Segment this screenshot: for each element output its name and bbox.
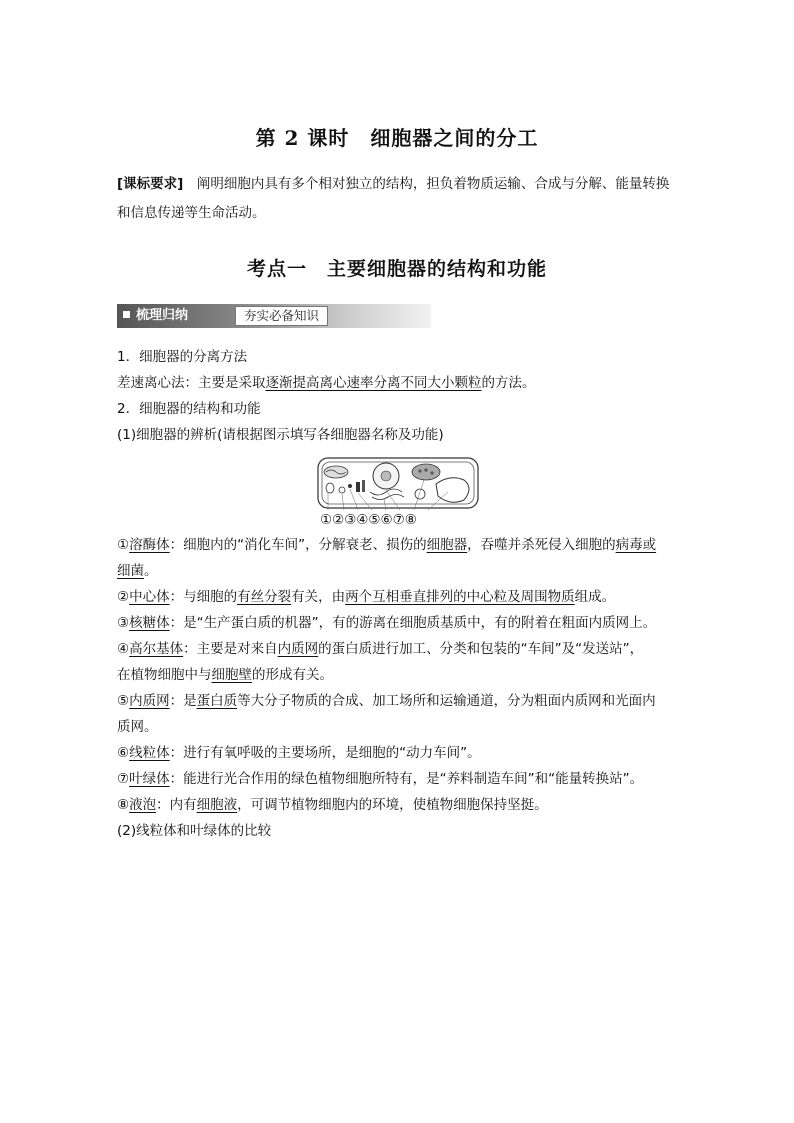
section-title: 考点一 主要细胞器的结构和功能 (246, 258, 547, 280)
organelle-8: ⑧液泡：内有细胞液，可调节植物细胞内的环境，使植物细胞保持坚挺。 (117, 797, 548, 813)
item-2-heading: 2．细胞器的结构和功能 (117, 401, 261, 417)
organelle-5-line-2: 质网。 (117, 719, 158, 735)
banner-dark-label: 梳理归纳 (117, 306, 196, 326)
organelle-1-line-2: 细菌。 (117, 563, 158, 579)
curriculum-requirement (117, 170, 679, 228)
requirement-text: 阐明细胞内具有多个相对独立的结构，担负着物质运输、合成与分解、能量转换和信息传递等生命活动。 (117, 176, 670, 221)
organelle-4-line-2: 在植物细胞中与细胞壁的形成有关。 (117, 667, 333, 683)
content-body (117, 344, 679, 448)
item-2-2-heading: (2)线粒体和叶绿体的比较 (117, 823, 272, 839)
item-1-text: 差速离心法：主要是采取逐渐提高离心速率分离不同大小颗粒的方法。 (117, 375, 536, 391)
section-banner (117, 304, 431, 328)
square-bullet-icon (123, 311, 130, 318)
organelle-3: ③核糖体：是“生产蛋白质的机器”，有的游离在细胞质基质中，有的附着在粗面内质网上。 (117, 615, 657, 631)
organelle-list (117, 532, 679, 844)
figure-labels: ①②③④⑤⑥⑦⑧ (320, 512, 417, 528)
organelle-7: ⑦叶绿体：能进行光合作用的绿色植物细胞所特有，是“养料制造车间”和“能量转换站”。 (117, 771, 644, 787)
cell-diagram-figure (314, 456, 484, 528)
organelle-5-line-1: ⑤内质网：是蛋白质等大分子物质的合成、加工场所和运输通道，分为粗面内质网和光面内 (117, 693, 656, 709)
item-2-1-heading: (1)细胞器的辨析(请根据图示填写各细胞器名称及功能) (117, 427, 444, 443)
item-1-heading: 1．细胞器的分离方法 (117, 349, 248, 365)
organelle-1-line-1: ①溶酶体：细胞内的“消化车间”，分解衰老、损伤的细胞器，吞噬并杀死侵入细胞的病毒或 (117, 537, 657, 553)
page-title: 第 2 课时 细胞器之间的分工 (255, 126, 539, 150)
banner-light-label: 夯实必备知识 (235, 306, 328, 326)
organelle-4-line-1: ④高尔基体：主要是对来自内质网的蛋白质进行加工、分类和包装的“车间”及“发送站”， (117, 641, 644, 657)
requirement-tag: [课标要求] (117, 176, 184, 192)
organelle-6: ⑥线粒体：进行有氧呼吸的主要场所，是细胞的“动力车间”。 (117, 745, 481, 761)
organelle-2: ②中心体：与细胞的有丝分裂有关，由两个互相垂直排列的中心粒及周围物质组成。 (117, 589, 616, 605)
